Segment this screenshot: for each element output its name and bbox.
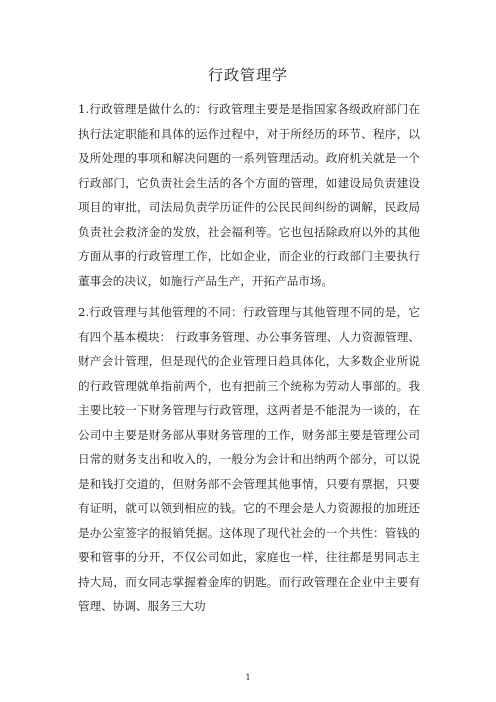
document-title: 行政管理学: [207, 66, 288, 84]
document-body: [78, 97, 420, 619]
paragraph-1: 1.行政管理是做什么的：行政管理主要是是指国家各级政府部门在执行法定职能和具体的运作过程中，对于所经历的环节、程序，以及所处理的事项和解决问题的一系列管理活动。政府机关就是一个行政部门，它负责社会生活的各个方面的管理，如建设局负责建设项目的审批，司法局负责学历证件的公民民间纠纷的调解，民政局负责社会救济金的发放，社会福利等。它也包括除政府以外的其他方面从事的行政管理工作，比如企业，而企业的行政部门主要执行董事会的决议，如施行产品生产，开拓产品市场。: [78, 102, 420, 288]
page-number: 1: [245, 673, 251, 682]
paragraph-2: 2.行政管理与其他管理的不同：行政管理与其他管理不同的是，它有四个基本模块： 行政事务管理、办公事务管理、人力资源管理、财产会计管理，但是现代的企业管理日趋具体化，大多数企业所说的行政管理就单指前两个，也有把前三个统称为劳动人事部的。我主要比较一下财务管理与行政管理，这两者是不能混为一谈的，在公司中主要是财务部从事财务管理的工作，财务部主要是管理公司日常的财务支出和收入的，一般分为会计和出纳两个部分，可以说是和钱打交道的，但财务部不会管理其他事情，只要有票据，只要有证明，就可以领到相应的钱。它的不理会是人力资源报的加班还是办公室签字的报销凭据。这体现了现代社会的一个共性：管钱的要和管事的分开，不仅公司如此，家庭也一样，往往都是男同志主持大局，而女同志掌握着金库的钥匙。而行政管理在企业中主要有管理、协调、服务三大功: [78, 305, 420, 613]
